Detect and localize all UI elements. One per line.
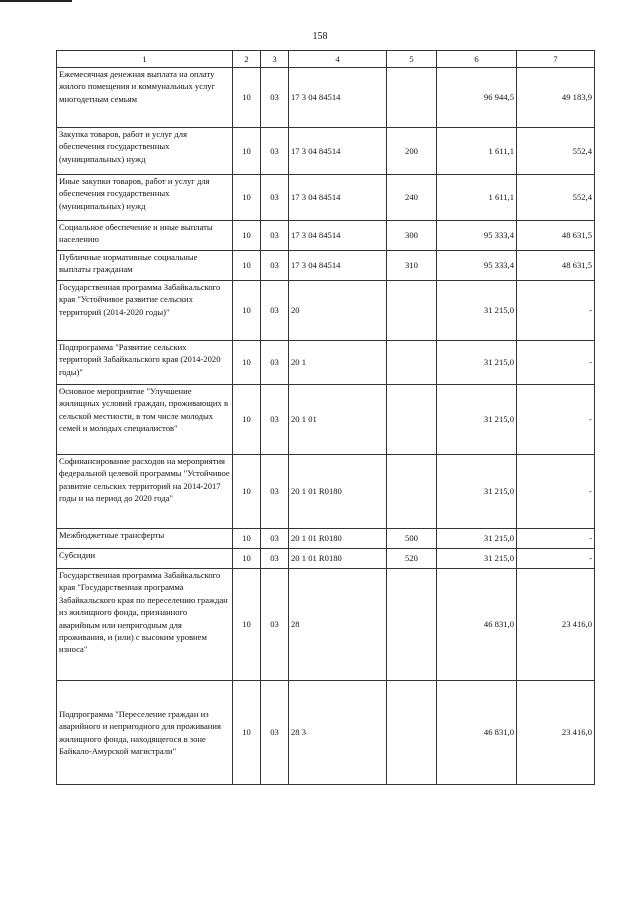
row-name: Субсидии xyxy=(57,549,233,569)
cell-col6: 31 215,0 xyxy=(437,281,517,341)
cell-col6: 31 215,0 xyxy=(437,529,517,549)
table-row xyxy=(57,68,595,128)
cell-col5 xyxy=(387,281,437,341)
cell-col2: 10 xyxy=(233,68,261,128)
cell-col3: 03 xyxy=(261,175,289,221)
cell-col2: 10 xyxy=(233,341,261,385)
row-name: Иные закупки товаров, работ и услуг для обеспечения государственных (муниципальных) нужд xyxy=(57,175,233,221)
header-col-7: 7 xyxy=(517,51,595,68)
cell-col5 xyxy=(387,569,437,681)
cell-col3: 03 xyxy=(261,281,289,341)
cell-col3: 03 xyxy=(261,221,289,251)
cell-col6: 96 944,5 xyxy=(437,68,517,128)
table-row xyxy=(57,128,595,175)
cell-col2: 10 xyxy=(233,569,261,681)
cell-col2: 10 xyxy=(233,455,261,529)
header-row xyxy=(57,51,595,68)
cell-col2: 10 xyxy=(233,281,261,341)
cell-col3: 03 xyxy=(261,341,289,385)
cell-col4: 28 3 xyxy=(289,681,387,785)
cell-col2: 10 xyxy=(233,221,261,251)
table-row xyxy=(57,175,595,221)
cell-col2: 10 xyxy=(233,385,261,455)
table-row xyxy=(57,251,595,281)
cell-col4: 17 3 04 84514 xyxy=(289,68,387,128)
cell-col3: 03 xyxy=(261,681,289,785)
cell-col7: - xyxy=(517,549,595,569)
budget-table xyxy=(56,50,595,785)
table-row xyxy=(57,569,595,681)
row-name: Публичные нормативные социальные выплаты гражданам xyxy=(57,251,233,281)
cell-col3: 03 xyxy=(261,549,289,569)
cell-col4: 20 1 01 xyxy=(289,385,387,455)
cell-col4: 17 3 04 84514 xyxy=(289,251,387,281)
cell-col6: 31 215,0 xyxy=(437,341,517,385)
cell-col4: 28 xyxy=(289,569,387,681)
cell-col6: 31 215,0 xyxy=(437,549,517,569)
cell-col4: 20 1 xyxy=(289,341,387,385)
cell-col2: 10 xyxy=(233,681,261,785)
cell-col4: 17 3 04 84514 xyxy=(289,221,387,251)
row-name: Государственная программа Забайкальского края "Государственная программа Забайкальского края по переселению граждан из жилищного фонда, признанного аварийным или непригодным для проживания, и (или) с высоким уровнем износа" xyxy=(57,569,233,681)
table-row xyxy=(57,341,595,385)
cell-col4: 20 1 01 R0180 xyxy=(289,455,387,529)
header-col-2: 2 xyxy=(233,51,261,68)
cell-col3: 03 xyxy=(261,68,289,128)
row-name: Межбюджетные трансферты xyxy=(57,529,233,549)
cell-col7: 49 183,9 xyxy=(517,68,595,128)
cell-col5 xyxy=(387,68,437,128)
cell-col2: 10 xyxy=(233,128,261,175)
cell-col3: 03 xyxy=(261,455,289,529)
cell-col7: 552,4 xyxy=(517,128,595,175)
table-row xyxy=(57,529,595,549)
cell-col2: 10 xyxy=(233,549,261,569)
cell-col7: - xyxy=(517,529,595,549)
page-number: 158 xyxy=(312,31,328,42)
row-name: Социальное обеспечение и иные выплаты населению xyxy=(57,221,233,251)
cell-col5: 520 xyxy=(387,549,437,569)
cell-col6: 95 333,4 xyxy=(437,251,517,281)
row-name: Ежемесячная денежная выплата на оплату жилого помещения и коммунальных услуг многодетным семьям xyxy=(57,68,233,128)
table-row xyxy=(57,681,595,785)
cell-col5: 240 xyxy=(387,175,437,221)
cell-col3: 03 xyxy=(261,128,289,175)
cell-col4: 17 3 04 84514 xyxy=(289,128,387,175)
cell-col4: 17 3 04 84514 xyxy=(289,175,387,221)
header-col-5: 5 xyxy=(387,51,437,68)
cell-col6: 1 611,1 xyxy=(437,128,517,175)
cell-col7: 23 416,0 xyxy=(517,569,595,681)
cell-col7: - xyxy=(517,455,595,529)
cell-col3: 03 xyxy=(261,251,289,281)
row-name: Закупка товаров, работ и услуг для обеспечения государственных (муниципальных) нужд xyxy=(57,128,233,175)
cell-col4: 20 1 01 R0180 xyxy=(289,549,387,569)
cell-col4: 20 xyxy=(289,281,387,341)
cell-col7: 23 416,0 xyxy=(517,681,595,785)
cell-col7: - xyxy=(517,385,595,455)
table-row xyxy=(57,549,595,569)
cell-col3: 03 xyxy=(261,385,289,455)
row-name: Подпрограмма "Переселение граждан из аварийного и непригодного для проживания жилищного фонда, находящегося в зоне Байкало-Амурской магистрали" xyxy=(57,681,233,785)
cell-col6: 1 611,1 xyxy=(437,175,517,221)
cell-col3: 03 xyxy=(261,569,289,681)
cell-col5 xyxy=(387,385,437,455)
cell-col5: 310 xyxy=(387,251,437,281)
cell-col5 xyxy=(387,341,437,385)
cell-col7: 48 631,5 xyxy=(517,251,595,281)
cell-col4: 20 1 01 R0180 xyxy=(289,529,387,549)
row-name: Подпрограмма "Развитие сельских территорий Забайкальского края (2014-2020 годы)" xyxy=(57,341,233,385)
cell-col5: 200 xyxy=(387,128,437,175)
cell-col7: 552,4 xyxy=(517,175,595,221)
cell-col6: 46 831,0 xyxy=(437,569,517,681)
cell-col5: 300 xyxy=(387,221,437,251)
cell-col3: 03 xyxy=(261,529,289,549)
row-name: Основное мероприятие "Улучшение жилищных условий граждан, проживающих в сельской местности, в том числе молодых семей и молодых специалистов" xyxy=(57,385,233,455)
cell-col6: 95 333,4 xyxy=(437,221,517,251)
cell-col5: 500 xyxy=(387,529,437,549)
cell-col7: - xyxy=(517,341,595,385)
table-row xyxy=(57,385,595,455)
table-row xyxy=(57,281,595,341)
header-col-4: 4 xyxy=(289,51,387,68)
header-col-6: 6 xyxy=(437,51,517,68)
header-col-1: 1 xyxy=(57,51,233,68)
cell-col5 xyxy=(387,455,437,529)
header-col-3: 3 xyxy=(261,51,289,68)
cell-col2: 10 xyxy=(233,175,261,221)
table-row xyxy=(57,221,595,251)
cell-col6: 31 215,0 xyxy=(437,455,517,529)
table-row xyxy=(57,455,595,529)
row-name: Софинансирование расходов на мероприятия федеральной целевой программы "Устойчивое развитие сельских территорий на 2014-2017 годы и на период до 2020 года" xyxy=(57,455,233,529)
row-name: Государственная программа Забайкальского края "Устойчивое развитие сельских территорий (2014-2020 годы)" xyxy=(57,281,233,341)
cell-col2: 10 xyxy=(233,251,261,281)
top-rule xyxy=(0,0,72,2)
cell-col7: - xyxy=(517,281,595,341)
cell-col7: 48 631,5 xyxy=(517,221,595,251)
cell-col6: 31 215,0 xyxy=(437,385,517,455)
cell-col6: 46 831,0 xyxy=(437,681,517,785)
cell-col5 xyxy=(387,681,437,785)
cell-col2: 10 xyxy=(233,529,261,549)
